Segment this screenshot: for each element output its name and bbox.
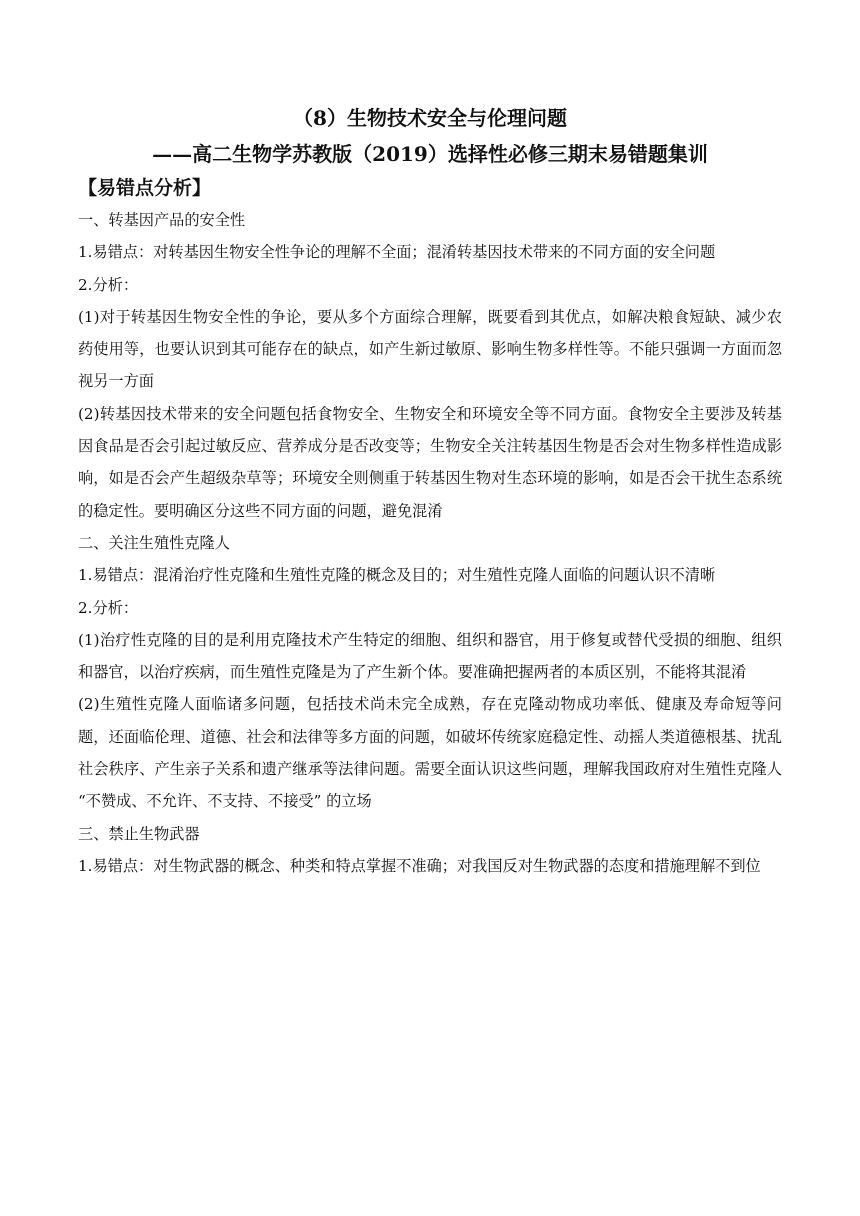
part-1-analysis-1: (1)对于转基因生物安全性的争论，要从多个方面综合理解，既要看到其优点，如解决粮食短缺、减少农药使用等，也要认识到其可能存在的缺点，如产生新过敏原、影响生物多样性等。不能只强调一方面而忽视另一方面 xyxy=(78,307,782,391)
document-page xyxy=(78,100,782,882)
part-1-error-point: 1.易错点：对转基因生物安全性争论的理解不全面；混淆转基因技术带来的不同方面的安全问题 xyxy=(78,243,716,262)
document-subtitle: ——高二生物学苏教版（2019）选择性必修三期末易错题集训 xyxy=(152,142,708,166)
part-2-analysis-2: (2)生殖性克隆人面临诸多问题，包括技术尚未完全成熟，存在克隆动物成功率低、健康及寿命短等问题，还面临伦理、道德、社会和法律等多方面的问题，如破坏传统家庭稳定性、动摇人类道德根基、扰乱社会秩序、产生亲子关系和遗产继承等法律问题。需要全面认识这些问题，理解我国政府对生殖性克隆人 “不赞成、不允许、不支持、不接受” 的立场 xyxy=(78,695,782,811)
part-2 xyxy=(78,527,782,818)
part-2-error-point: 1.易错点：混淆治疗性克隆和生殖性克隆的概念及目的；对生殖性克隆人面临的问题认识不清晰 xyxy=(78,566,716,585)
part-3-error-point: 1.易错点：对生物武器的概念、种类和特点掌握不准确；对我国反对生物武器的态度和措施理解不到位 xyxy=(78,856,761,875)
part-2-analysis-1: (1)治疗性克隆的目的是利用克隆技术产生特定的细胞、组织和器官，用于修复或替代受损的细胞、组织和器官，以治疗疾病，而生殖性克隆是为了产生新个体。要准确把握两者的本质区别，不能将其混淆 xyxy=(78,630,782,682)
part-2-analysis-label: 2.分析： xyxy=(78,598,139,617)
part-1-analysis-2: (2)转基因技术带来的安全问题包括食物安全、生物安全和环境安全等不同方面。食物安全主要涉及转基因食品是否会引起过敏反应、营养成分是否改变等；生物安全关注转基因生物是否会对生物多样性造成影响，如是否会产生超级杂草等；环境安全则侧重于转基因生物对生态环境的影响，如是否会干扰生态系统的稳定性。要明确区分这些不同方面的问题，避免混淆 xyxy=(78,404,782,520)
part-1-analysis-label: 2.分析： xyxy=(78,275,139,294)
section-heading: 【易错点分析】 xyxy=(78,177,212,199)
part-2-heading: 二、关注生殖性克隆人 xyxy=(78,533,230,552)
part-1-heading: 一、转基因产品的安全性 xyxy=(78,211,246,229)
part-3 xyxy=(78,818,782,883)
part-3-heading: 三、禁止生物武器 xyxy=(78,824,200,843)
part-1 xyxy=(78,204,782,527)
document-title: （8）生物技术安全与伦理问题 xyxy=(293,106,567,130)
